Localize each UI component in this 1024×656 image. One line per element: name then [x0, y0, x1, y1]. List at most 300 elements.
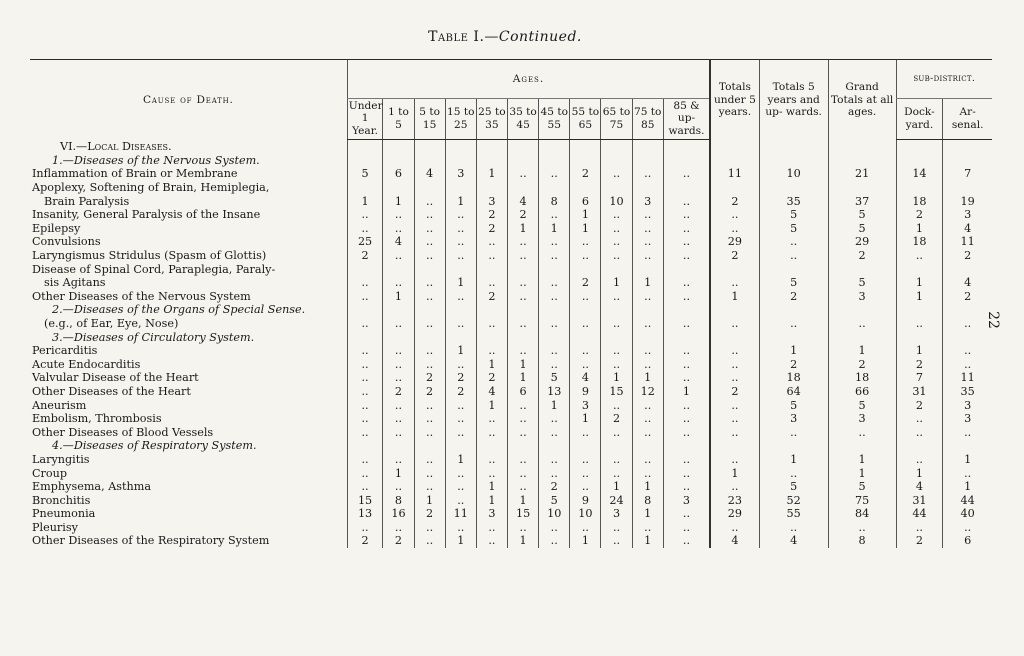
value-cell: 1 [632, 480, 663, 494]
value-cell: 5 [759, 276, 828, 290]
table-row [30, 222, 992, 236]
value-cell: .. [663, 371, 710, 385]
value-cell: 5 [828, 399, 896, 413]
value-cell: 2 [414, 385, 445, 399]
value-cell [759, 181, 828, 195]
value-cell: .. [414, 453, 445, 467]
cause-label: Acute Endocarditis [32, 357, 141, 371]
value-cell: 5 [828, 222, 896, 236]
value-cell [414, 140, 445, 154]
value-cell: 10 [759, 167, 828, 181]
value-cell [943, 263, 992, 277]
value-cell [632, 331, 663, 345]
value-cell: 2 [759, 358, 828, 372]
table-row [30, 385, 992, 399]
value-cell: 1 [896, 222, 943, 236]
value-cell: .. [347, 426, 383, 440]
value-cell [828, 140, 896, 154]
value-cell: 1 [383, 195, 414, 209]
value-cell [943, 154, 992, 168]
value-cell: 18 [896, 235, 943, 249]
value-cell: 2 [383, 385, 414, 399]
value-cell [663, 140, 710, 154]
value-cell: .. [476, 534, 507, 548]
cause-label: 3.—Diseases of Circulatory System. [52, 330, 255, 344]
value-cell: .. [632, 426, 663, 440]
value-cell: .. [601, 290, 632, 304]
value-cell: 1 [601, 480, 632, 494]
mortality-table [30, 59, 992, 548]
value-cell: 5 [828, 276, 896, 290]
value-cell: 1 [828, 453, 896, 467]
value-cell: .. [508, 276, 539, 290]
value-cell: .. [508, 453, 539, 467]
table-row [30, 167, 992, 181]
value-cell: 7 [896, 371, 943, 385]
value-cell: .. [943, 344, 992, 358]
value-cell: 1 [383, 466, 414, 480]
value-cell: .. [414, 399, 445, 413]
value-cell: .. [414, 521, 445, 535]
value-cell [539, 331, 570, 345]
value-cell [663, 303, 710, 317]
table-row [30, 331, 992, 345]
value-cell: .. [632, 249, 663, 263]
value-cell: .. [383, 426, 414, 440]
value-cell: 8 [383, 494, 414, 508]
value-cell [828, 263, 896, 277]
value-cell: .. [570, 290, 601, 304]
value-cell: .. [383, 399, 414, 413]
value-cell: .. [663, 344, 710, 358]
header-totals-5up: Totals 5 years and up- wards. [759, 60, 828, 140]
value-cell [828, 181, 896, 195]
value-cell: 2 [896, 399, 943, 413]
value-cell: 11 [943, 235, 992, 249]
cause-label: Croup [32, 466, 68, 480]
value-cell [601, 140, 632, 154]
value-cell [601, 154, 632, 168]
value-cell: 3 [943, 399, 992, 413]
value-cell: 1 [601, 276, 632, 290]
value-cell: .. [759, 466, 828, 480]
header-ages: Ages. [347, 60, 710, 99]
table-row [30, 235, 992, 249]
value-cell: .. [601, 249, 632, 263]
value-cell: .. [539, 426, 570, 440]
value-cell: .. [663, 453, 710, 467]
value-cell [896, 154, 943, 168]
value-cell [759, 140, 828, 154]
value-cell: .. [632, 453, 663, 467]
value-cell: 7 [943, 167, 992, 181]
value-cell [383, 263, 414, 277]
value-cell: 2 [943, 249, 992, 263]
value-cell [445, 140, 476, 154]
value-cell: 1 [570, 534, 601, 548]
value-cell: .. [414, 195, 445, 209]
value-cell [570, 331, 601, 345]
value-cell: .. [508, 235, 539, 249]
value-cell: .. [414, 358, 445, 372]
cause-label: Brain Paralysis [44, 194, 130, 208]
header-age-3: 15 to 25 [445, 99, 476, 140]
value-cell [710, 303, 759, 317]
value-cell: 16 [383, 507, 414, 521]
cause-label: Other Diseases of Blood Vessels [32, 425, 214, 439]
header-age-7: 55 to 65 [570, 99, 601, 140]
value-cell: .. [347, 399, 383, 413]
value-cell: 44 [943, 494, 992, 508]
value-cell: 2 [896, 534, 943, 548]
table-row [30, 534, 992, 548]
value-cell: .. [632, 235, 663, 249]
value-cell [943, 140, 992, 154]
value-cell: .. [632, 208, 663, 222]
value-cell: .. [414, 534, 445, 548]
value-cell: 3 [601, 507, 632, 521]
value-cell: .. [663, 412, 710, 426]
header-age-4: 25 to 35 [476, 99, 507, 140]
value-cell: .. [445, 235, 476, 249]
value-cell [508, 263, 539, 277]
value-cell: 3 [445, 167, 476, 181]
value-cell: .. [943, 521, 992, 535]
value-cell: .. [476, 412, 507, 426]
value-cell: 1 [759, 453, 828, 467]
value-cell: .. [508, 290, 539, 304]
value-cell: 1 [508, 494, 539, 508]
value-cell: .. [539, 534, 570, 548]
cause-label: 4.—Diseases of Respiratory System. [52, 439, 257, 453]
value-cell: .. [383, 317, 414, 331]
value-cell: 3 [632, 195, 663, 209]
header-age-2: 5 to 15 [414, 99, 445, 140]
value-cell: 4 [943, 222, 992, 236]
value-cell: .. [414, 426, 445, 440]
value-cell: .. [570, 317, 601, 331]
value-cell [414, 154, 445, 168]
value-cell: 1 [476, 399, 507, 413]
table-row [30, 412, 992, 426]
value-cell: 5 [759, 399, 828, 413]
value-cell [347, 439, 383, 453]
value-cell: .. [383, 412, 414, 426]
value-cell: .. [632, 317, 663, 331]
value-cell: 5 [759, 222, 828, 236]
value-cell: 1 [896, 276, 943, 290]
value-cell: 4 [476, 385, 507, 399]
value-cell [632, 154, 663, 168]
value-cell: .. [570, 521, 601, 535]
table-row [30, 290, 992, 304]
value-cell: .. [539, 276, 570, 290]
value-cell: 64 [759, 385, 828, 399]
value-cell [759, 154, 828, 168]
value-cell: 1 [445, 534, 476, 548]
value-cell: .. [601, 208, 632, 222]
value-cell [896, 263, 943, 277]
value-cell: .. [663, 195, 710, 209]
value-cell: 4 [508, 195, 539, 209]
value-cell: 1 [632, 276, 663, 290]
value-cell [710, 263, 759, 277]
value-cell: 35 [943, 385, 992, 399]
value-cell: 29 [710, 235, 759, 249]
value-cell: 23 [710, 494, 759, 508]
cause-label: Aneurism [32, 398, 87, 412]
value-cell [476, 439, 507, 453]
value-cell [759, 439, 828, 453]
value-cell: 2 [710, 385, 759, 399]
value-cell: .. [632, 521, 663, 535]
value-cell: 1 [383, 290, 414, 304]
value-cell [476, 303, 507, 317]
cause-label: 1.—Diseases of the Nervous System. [52, 153, 260, 167]
value-cell: .. [445, 208, 476, 222]
value-cell [414, 439, 445, 453]
value-cell: .. [539, 521, 570, 535]
value-cell: .. [710, 480, 759, 494]
table-row [30, 453, 992, 467]
value-cell [759, 331, 828, 345]
value-cell: 3 [759, 412, 828, 426]
value-cell: .. [539, 317, 570, 331]
value-cell: 75 [828, 494, 896, 508]
cause-label: VI.—Local Diseases. [60, 140, 172, 154]
value-cell: .. [347, 208, 383, 222]
value-cell: .. [570, 466, 601, 480]
value-cell: 4 [383, 235, 414, 249]
value-cell [347, 263, 383, 277]
value-cell: .. [943, 317, 992, 331]
table-row [30, 249, 992, 263]
value-cell: 1 [508, 534, 539, 548]
value-cell [539, 181, 570, 195]
value-cell [828, 439, 896, 453]
value-cell: 8 [632, 494, 663, 508]
value-cell: 1 [508, 222, 539, 236]
value-cell: .. [710, 399, 759, 413]
value-cell: 4 [896, 480, 943, 494]
cause-label: Pleurisy [32, 520, 78, 534]
value-cell: .. [570, 453, 601, 467]
value-cell: .. [663, 290, 710, 304]
value-cell: .. [508, 480, 539, 494]
table-row [30, 140, 992, 154]
header-subdistrict: sub-district. [896, 60, 992, 99]
value-cell: .. [710, 426, 759, 440]
value-cell: 1 [632, 371, 663, 385]
value-cell: 1 [632, 507, 663, 521]
value-cell [445, 154, 476, 168]
value-cell: 6 [943, 534, 992, 548]
value-cell: 2 [445, 371, 476, 385]
value-cell: .. [710, 358, 759, 372]
value-cell: 1 [943, 480, 992, 494]
value-cell: .. [508, 317, 539, 331]
value-cell [445, 303, 476, 317]
value-cell: 5 [759, 480, 828, 494]
cause-label: 2.—Diseases of the Organs of Special Sense. [52, 303, 306, 317]
value-cell: .. [414, 222, 445, 236]
value-cell: .. [828, 317, 896, 331]
value-cell: .. [414, 317, 445, 331]
value-cell: .. [476, 276, 507, 290]
value-cell [710, 181, 759, 195]
value-cell: 52 [759, 494, 828, 508]
value-cell [632, 263, 663, 277]
value-cell [570, 140, 601, 154]
value-cell [759, 303, 828, 317]
cause-label: Other Diseases of the Respiratory System [32, 534, 270, 548]
value-cell [663, 154, 710, 168]
value-cell: .. [759, 317, 828, 331]
value-cell: 2 [828, 358, 896, 372]
table-row [30, 208, 992, 222]
value-cell: .. [570, 344, 601, 358]
value-cell [476, 154, 507, 168]
value-cell: .. [383, 276, 414, 290]
cause-label: Disease of Spinal Cord, Paraplegia, Paraly- [32, 262, 276, 276]
value-cell [570, 154, 601, 168]
value-cell: 2 [476, 222, 507, 236]
value-cell: 1 [508, 358, 539, 372]
value-cell: .. [601, 466, 632, 480]
value-cell: .. [663, 222, 710, 236]
value-cell: 1 [445, 453, 476, 467]
table-row [30, 494, 992, 508]
value-cell [896, 140, 943, 154]
value-cell: 55 [759, 507, 828, 521]
value-cell: .. [508, 399, 539, 413]
value-cell: .. [539, 235, 570, 249]
value-cell: .. [632, 222, 663, 236]
value-cell: .. [663, 235, 710, 249]
value-cell: .. [445, 412, 476, 426]
value-cell: .. [383, 358, 414, 372]
value-cell: 29 [828, 235, 896, 249]
value-cell: .. [570, 235, 601, 249]
value-cell: 21 [828, 167, 896, 181]
value-cell: .. [347, 480, 383, 494]
value-cell: .. [632, 412, 663, 426]
value-cell [828, 154, 896, 168]
value-cell: .. [445, 466, 476, 480]
value-cell: .. [663, 466, 710, 480]
cause-label: Emphysema, Asthma [32, 480, 152, 494]
table-row [30, 507, 992, 521]
value-cell: .. [632, 466, 663, 480]
value-cell: .. [828, 426, 896, 440]
table-title-label: Table I. [428, 29, 485, 45]
value-cell: 2 [710, 249, 759, 263]
table-row [30, 303, 992, 317]
table-row [30, 276, 992, 290]
value-cell [896, 303, 943, 317]
value-cell: .. [943, 358, 992, 372]
value-cell: .. [383, 521, 414, 535]
value-cell: .. [347, 290, 383, 304]
value-cell [759, 263, 828, 277]
value-cell: .. [828, 521, 896, 535]
value-cell: .. [570, 480, 601, 494]
header-grand-totals: Grand Totals at all ages. [828, 60, 896, 140]
table-row [30, 358, 992, 372]
value-cell: 4 [710, 534, 759, 548]
value-cell: .. [414, 249, 445, 263]
value-cell: .. [710, 222, 759, 236]
cause-label: Pericarditis [32, 344, 98, 358]
value-cell: .. [632, 290, 663, 304]
value-cell: .. [508, 426, 539, 440]
value-cell [601, 439, 632, 453]
value-cell: .. [383, 344, 414, 358]
value-cell: 25 [347, 235, 383, 249]
value-cell [710, 439, 759, 453]
value-cell: .. [347, 453, 383, 467]
value-cell: .. [663, 276, 710, 290]
value-cell: .. [476, 235, 507, 249]
value-cell [896, 181, 943, 195]
value-cell [601, 263, 632, 277]
value-cell: 2 [414, 371, 445, 385]
cause-label: sis Agitans [44, 276, 106, 290]
value-cell [632, 181, 663, 195]
value-cell: .. [476, 317, 507, 331]
value-cell: .. [445, 358, 476, 372]
value-cell: 5 [539, 494, 570, 508]
value-cell [347, 154, 383, 168]
value-cell: 2 [896, 208, 943, 222]
value-cell: 6 [383, 167, 414, 181]
value-cell: .. [896, 426, 943, 440]
value-cell: 8 [828, 534, 896, 548]
value-cell: .. [896, 453, 943, 467]
value-cell: .. [347, 521, 383, 535]
value-cell: .. [508, 412, 539, 426]
value-cell [414, 181, 445, 195]
value-cell [347, 331, 383, 345]
value-cell: .. [476, 453, 507, 467]
value-cell: 4 [570, 371, 601, 385]
value-cell [539, 140, 570, 154]
value-cell: 18 [828, 371, 896, 385]
value-cell: .. [508, 344, 539, 358]
value-cell: 5 [828, 480, 896, 494]
value-cell: 15 [508, 507, 539, 521]
value-cell: 10 [601, 195, 632, 209]
value-cell [383, 140, 414, 154]
value-cell: .. [347, 358, 383, 372]
value-cell [539, 303, 570, 317]
value-cell: 5 [347, 167, 383, 181]
value-cell: 1 [476, 480, 507, 494]
value-cell: .. [539, 208, 570, 222]
cause-label: Valvular Disease of the Heart [32, 371, 199, 385]
value-cell: 84 [828, 507, 896, 521]
value-cell: 1 [570, 208, 601, 222]
value-cell: 1 [445, 276, 476, 290]
value-cell: .. [896, 521, 943, 535]
cause-label: Laryngismus Stridulus (Spasm of Glottis) [32, 249, 267, 263]
value-cell: 2 [383, 534, 414, 548]
value-cell: .. [601, 534, 632, 548]
value-cell [539, 154, 570, 168]
header-arsenal: Ar- senal. [943, 99, 992, 140]
value-cell: 24 [601, 494, 632, 508]
value-cell: 1 [539, 399, 570, 413]
